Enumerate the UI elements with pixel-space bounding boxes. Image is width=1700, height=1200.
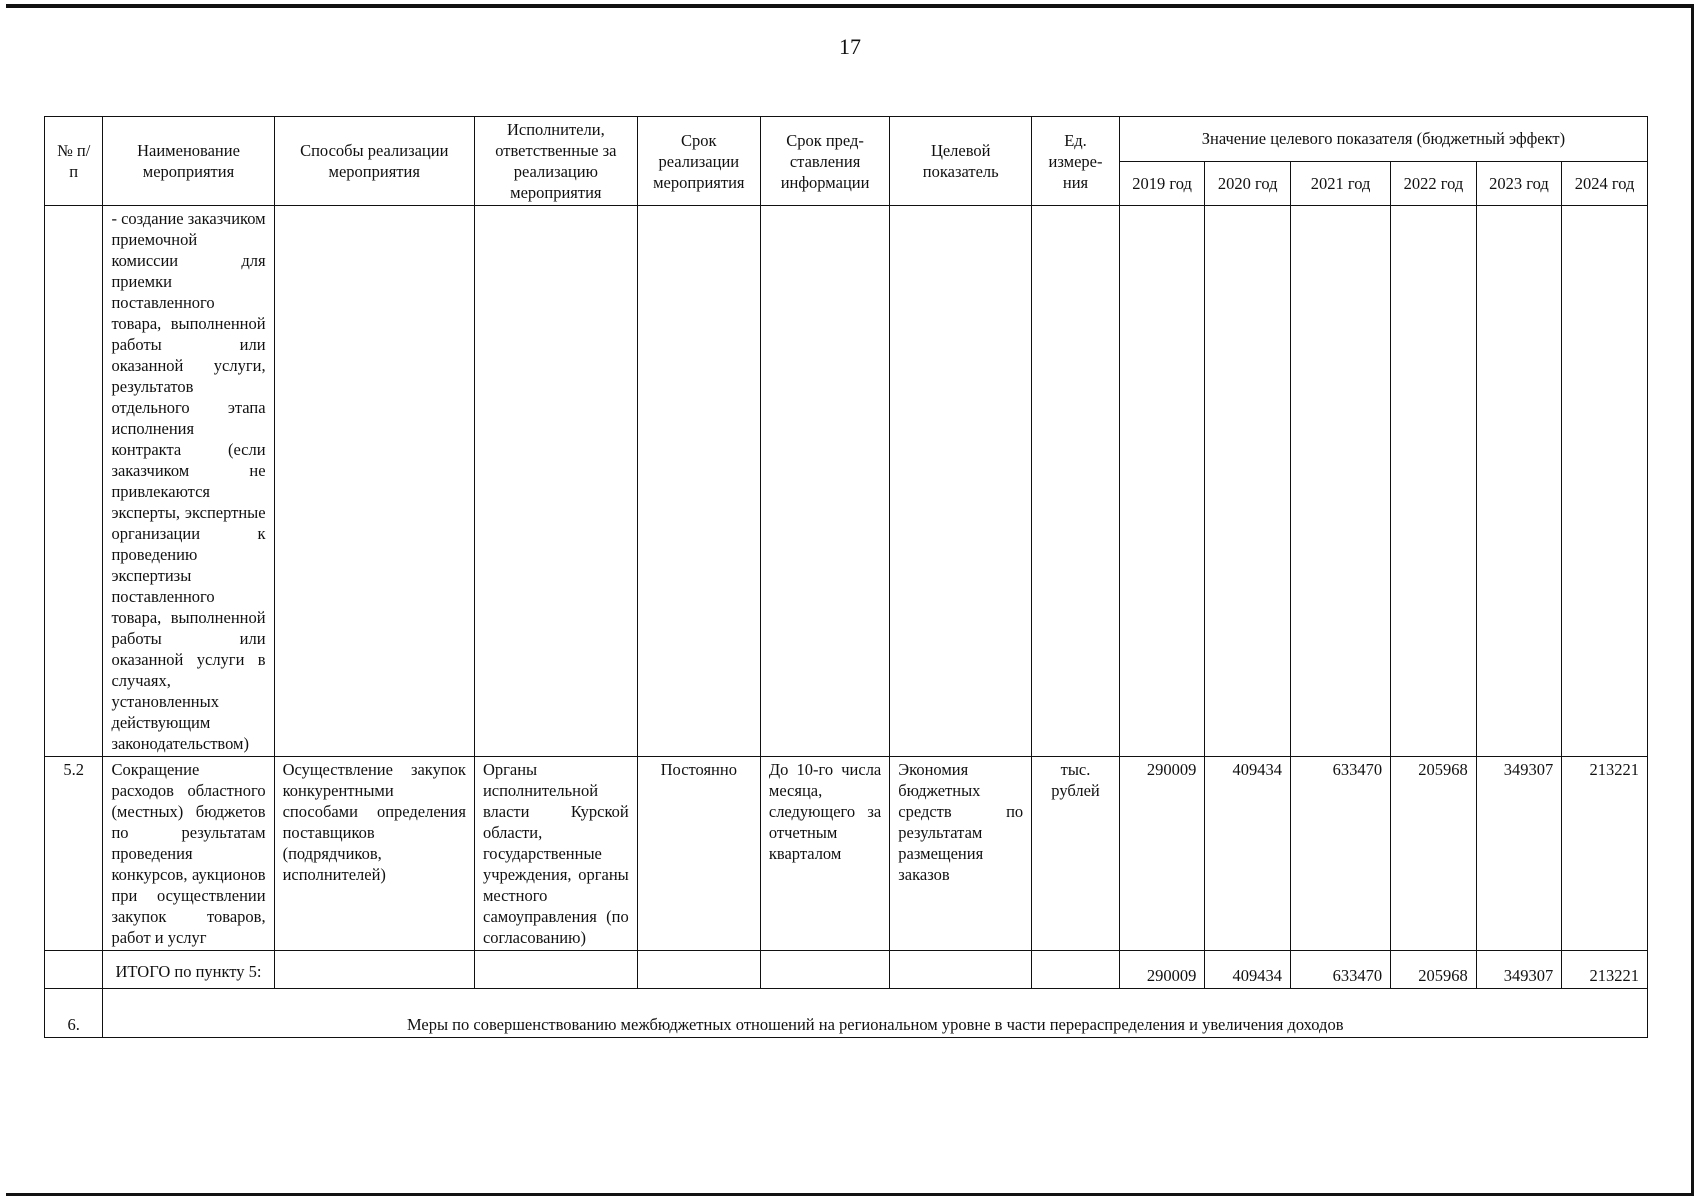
table-row-total bbox=[45, 951, 1648, 989]
header-target-value: Значение целевого показателя (бюджетный эффект) bbox=[1119, 117, 1647, 162]
header-unit: Ед. измере-ния bbox=[1032, 117, 1120, 206]
header-name: Наименование мероприятия bbox=[103, 117, 274, 206]
row-term: Постоянно bbox=[637, 757, 760, 951]
row-num: 5.2 bbox=[45, 757, 103, 951]
header-year-2019: 2019 год bbox=[1119, 161, 1205, 206]
header-year-2020: 2020 год bbox=[1205, 161, 1291, 206]
continuation-name: - создание заказчиком приемочной комиссии для приемки поставленного товара, выполненной работы или оказанной услуги, результатов отдельного этапа исполнения контракта (если заказчиком не привлекаются эксперты, экспертные организации к проведению экспертизы поставленного товара, выполненной работы или оказанной услуги в случаях, установленных действующим законодательством) bbox=[103, 206, 274, 757]
page-number: 17 bbox=[839, 34, 861, 59]
total-value-2019: 290009 bbox=[1119, 951, 1205, 989]
header-year-2024: 2024 год bbox=[1562, 161, 1648, 206]
header-year-2021: 2021 год bbox=[1290, 161, 1390, 206]
row-value-2023: 349307 bbox=[1476, 757, 1562, 951]
row-indicator: Экономия бюджетных средств по результатам размещения заказов bbox=[890, 757, 1032, 951]
section-title: Меры по совершенствованию межбюджетных отношений на региональном уровне в части перераспределения и увеличения доходов bbox=[103, 989, 1648, 1038]
total-value-2021: 633470 bbox=[1290, 951, 1390, 989]
table-row-continuation bbox=[45, 206, 1648, 757]
header-year-2023: 2023 год bbox=[1476, 161, 1562, 206]
row-executors: Органы исполнительной власти Курской области, государственные учреждения, органы местного самоуправления (по согласованию) bbox=[474, 757, 637, 951]
row-value-2020: 409434 bbox=[1205, 757, 1291, 951]
header-indicator: Целевой показатель bbox=[890, 117, 1032, 206]
row-value-2024: 213221 bbox=[1562, 757, 1648, 951]
header-executors: Исполнители, ответственные за реализацию мероприятия bbox=[474, 117, 637, 206]
header-year-2022: 2022 год bbox=[1391, 161, 1477, 206]
header-num: № п/п bbox=[45, 117, 103, 206]
header-term: Срок реализации мероприятия bbox=[637, 117, 760, 206]
row-value-2019: 290009 bbox=[1119, 757, 1205, 951]
header-methods: Способы реализации мероприятия bbox=[274, 117, 474, 206]
total-value-2022: 205968 bbox=[1391, 951, 1477, 989]
total-label: ИТОГО по пункту 5: bbox=[103, 951, 274, 989]
total-value-2020: 409434 bbox=[1205, 951, 1291, 989]
section-num: 6. bbox=[45, 989, 103, 1038]
header-report-term: Срок пред-ставления информации bbox=[760, 117, 889, 206]
total-value-2023: 349307 bbox=[1476, 951, 1562, 989]
measures-table bbox=[44, 116, 1648, 1038]
row-report-term: До 10-го числа месяца, следующего за отчетным кварталом bbox=[760, 757, 889, 951]
table-row-5-2 bbox=[45, 757, 1648, 951]
row-value-2021: 633470 bbox=[1290, 757, 1390, 951]
row-unit: тыс. рублей bbox=[1032, 757, 1120, 951]
row-methods: Осуществление закупок конкурентными способами определения поставщиков (подрядчиков, исполнителей) bbox=[274, 757, 474, 951]
total-value-2024: 213221 bbox=[1562, 951, 1648, 989]
row-name: Сокращение расходов областного (местных) бюджетов по результатам проведения конкурсов, аукционов при осуществлении закупок товаров, работ и услуг bbox=[103, 757, 274, 951]
row-value-2022: 205968 bbox=[1391, 757, 1477, 951]
table-row-section-6 bbox=[45, 989, 1648, 1038]
